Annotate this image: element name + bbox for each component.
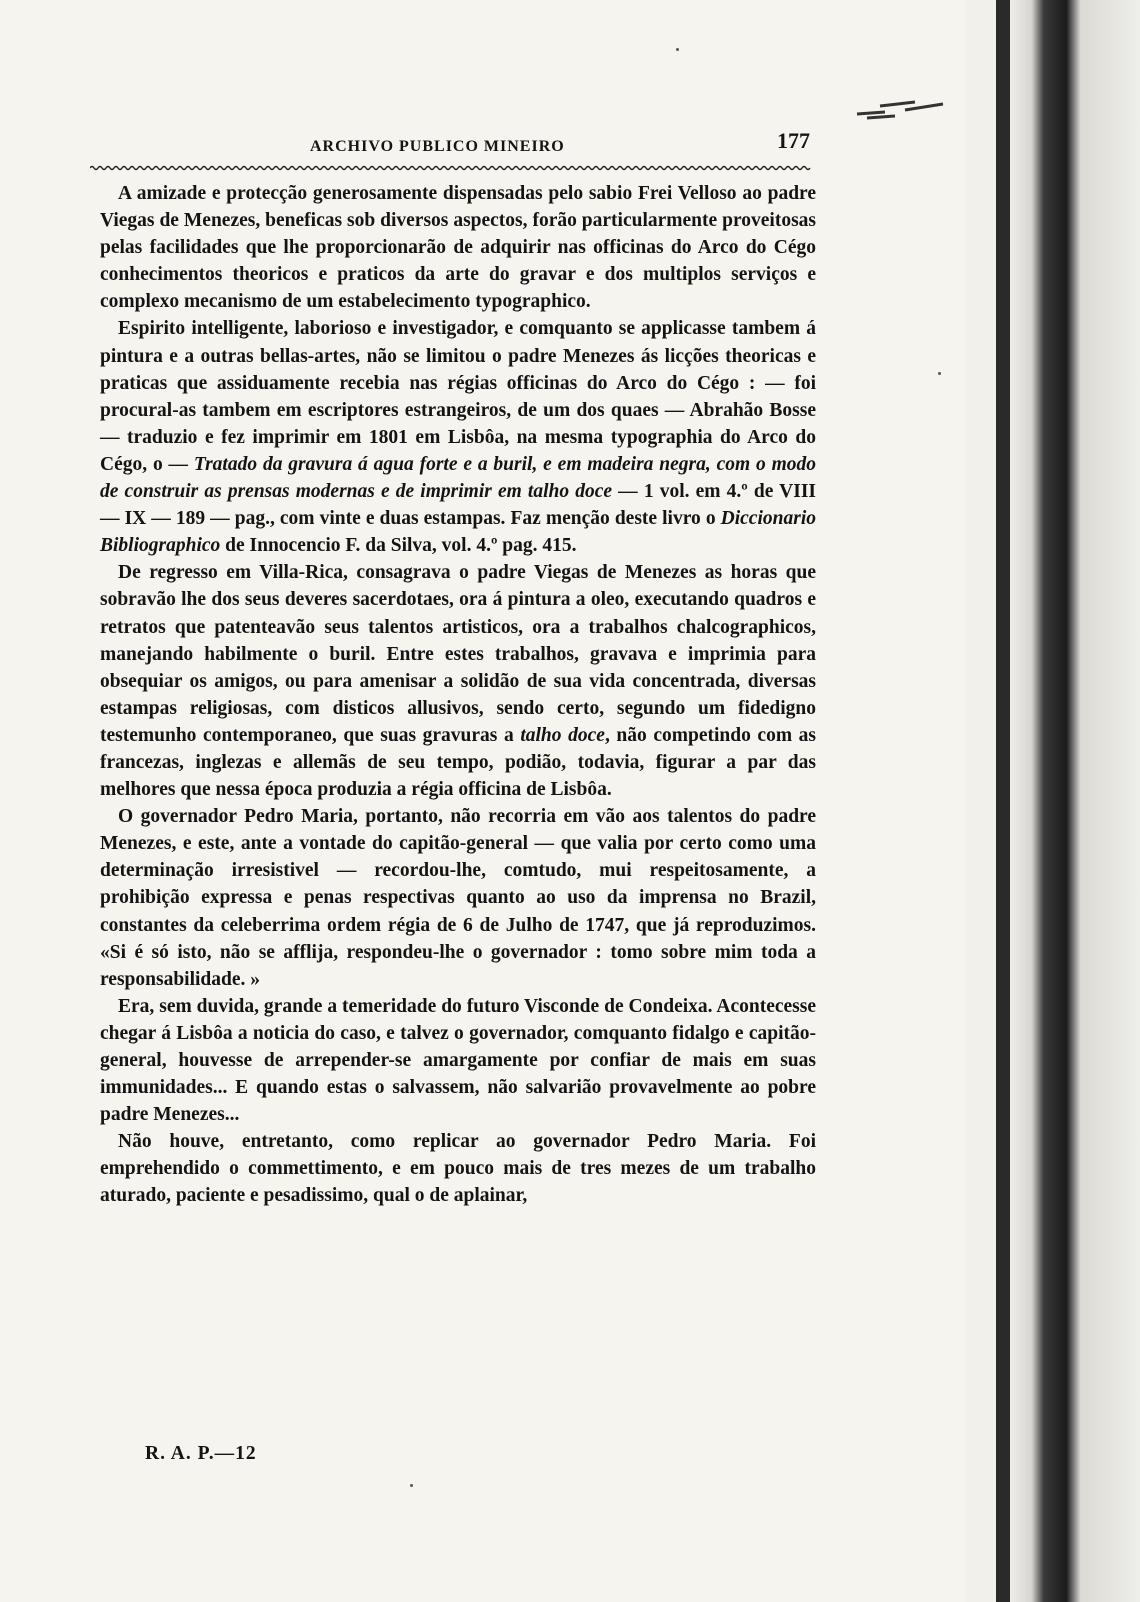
- speck: [676, 48, 679, 51]
- ink-mark: [855, 92, 945, 132]
- dictionary-title: Diccionario Bibliographico: [100, 508, 816, 557]
- page-header: [100, 128, 822, 168]
- book-gutter: [996, 0, 1010, 1602]
- paragraph-text: Espirito intelligente, laborioso e investigador, e comquanto se applicasse tambem á pintura e a outras bellas-artes, não se limitou o padre Menezes ás licções theoricas e praticas que assiduamente recebia nas régias officinas do Arco do Cégo : — foi procural-as tambem em escriptores estrangeiros, de um dos quaes — Abrahão Bosse — traduzio e fez imprimir em 1801 em Lisbôa, na mesma typographia do Arco do Cégo, o —: [100, 318, 816, 475]
- header-rule: [90, 165, 812, 171]
- talho-doce: talho doce: [520, 724, 605, 746]
- running-head: ARCHIVO PUBLICO MINEIRO: [310, 138, 565, 155]
- book-details: — 1 vol. em 4.º de VIII — IX — 189 — pag., com vinte e duas estampas. Faz menção deste livro o: [100, 481, 816, 530]
- paragraph: Não houve, entretanto, como replicar ao governador Pedro Maria. Foi emprehendido o commettimento, e em pouco mais de tres mezes de um trabalho aturado, paciente e pesadissimo, qual o de aplainar,: [100, 1131, 816, 1207]
- speck: [410, 1484, 413, 1487]
- speck: [938, 372, 941, 375]
- signature-mark: R. A. P.—12: [145, 1443, 257, 1464]
- paragraph: Era, sem duvida, grande a temeridade do futuro Visconde de Condeixa. Acontecesse chegar á Lisbôa a noticia do caso, e talvez o governador, comquanto fidalgo e capitão-general, houvesse de arrepender-se amargamente por confiar de mais em suas immunidades... E quando estas o salvassem, não salvarião provavelmente ao pobre padre Menezes...: [100, 995, 816, 1126]
- book-spine-shadow: [965, 0, 1140, 1602]
- paragraph: A amizade e protecção generosamente dispensadas pelo sabio Frei Velloso ao padre Viegas de Menezes, beneficas sob diversos aspectos, forão particularmente proveitosas pelas facilidades que lhe proporcionarão de adquirir nas officinas do Arco do Cégo conhecimentos theoricos e praticos da arte do gravar e dos multiplos serviços e complexo mecanismo de um estabelecimento typographico.: [100, 183, 816, 313]
- paragraph-text: , não competindo com as francezas, inglezas e allemãs de seu tempo, podião, todavia, figurar a par das melhores que nessa época produzia a régia officina de Lisbôa.: [100, 724, 817, 801]
- paragraph: [100, 315, 816, 559]
- paragraph-text: De regresso em Villa-Rica, consagrava o padre Viegas de Menezes as horas que sobravão lhe dos seus deveres sacerdotaes, ora á pintura a oleo, executando quadros e retratos que patenteavão seus talentos artisticos, ora a trabalhos chalcographicos, manejando habilmente o buril. Entre estes trabalhos, gravava e imprimia para obsequiar os amigos, ou para amenisar a solidão de sua vida concentrada, diversas estampas religiosas, com disticos allusivos, sendo certo, segundo um fidedigno testemunho contemporaneo, que suas gravuras a: [100, 562, 816, 746]
- dictionary-ref: de Innocencio F. da Silva, vol. 4.º pag. 415.: [220, 535, 577, 557]
- page-number: 177: [777, 128, 810, 153]
- paragraph: [100, 559, 816, 803]
- paragraph: O governador Pedro Maria, portanto, não recorria em vão aos talentos do padre Menezes, e este, ante a vontade do capitão-general — que valia por certo como uma determinação irresistivel — recordou-lhe, comtudo, mui respeitosamente, a prohibição expressa e penas respectivas quanto ao uso da imprensa no Brazil, constantes da celeberrima ordem régia de 6 de Julho de 1747, que já reproduzimos. «Si é só isto, não se afflija, respondeu-lhe o governador : tomo sobre mim toda a responsabilidade. »: [100, 806, 816, 990]
- book-title: Tratado da gravura á agua forte e a buril, e em madeira negra, com o modo de construir as prensas modernas e de imprimir em talho doce: [100, 453, 816, 503]
- body-text: [100, 180, 816, 1210]
